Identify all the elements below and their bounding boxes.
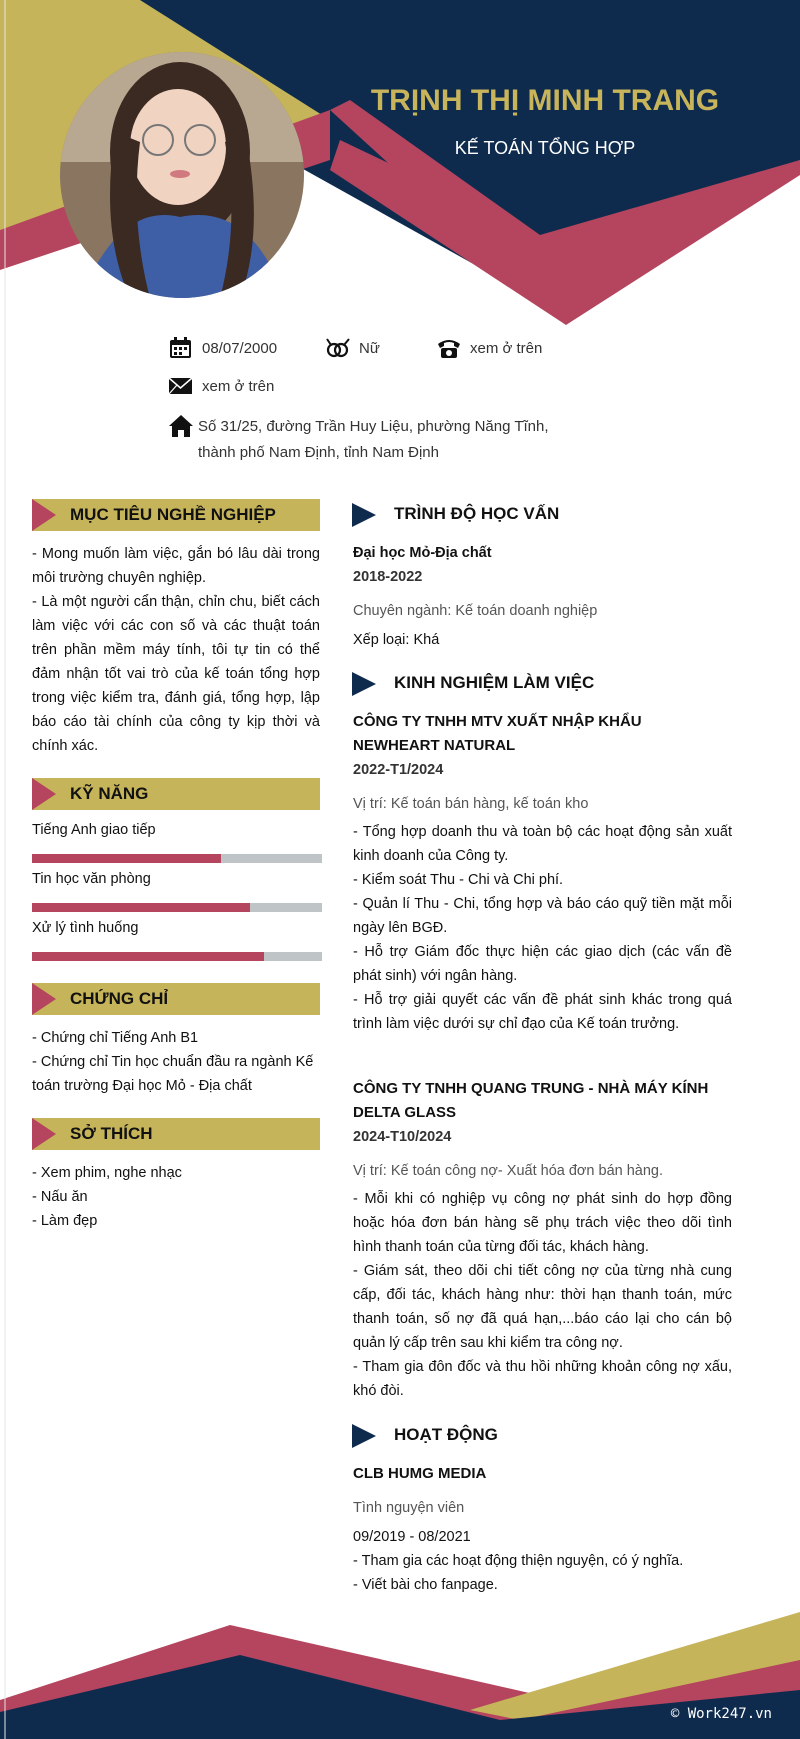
triangle-icon [352,1424,376,1448]
section-header-skills [32,778,320,810]
company-name: CÔNG TY TNHH MTV XUẤT NHẬP KHẨU NEWHEART NATURAL [353,713,642,754]
skill-bar [32,903,322,912]
job-duty: - Giám sát, theo dõi chi tiết công nợ của từng nhà cung cấp, đối tác, khách hàng như: thời hạn thanh toán, mức thanh toán, số nợ đã quá hạn,...báo cáo lại cho cán bộ quản lý cấp trên sau khi kiểm tra công nợ. [353,1263,732,1351]
phone-value: xem ở trên [470,339,543,357]
job-entry [353,1077,732,1403]
email-icon [168,374,194,398]
section-title: KỸ NĂNG [70,784,149,803]
home-icon [168,414,194,438]
job-duty: - Mỗi khi có nghiệp vụ công nợ phát sinh do hợp đồng hoặc hóa đơn bán hàng sẽ phụ trách việc theo dõi tình hình thanh toán của từng đối tác, khách hàng. [353,1191,732,1255]
education-major: Chuyên ngành: Kế toán doanh nghiệp [353,603,598,619]
gender-value: Nữ [359,339,380,357]
activity-line: - Viết bài cho fanpage. [353,1577,498,1593]
section-header-objective [32,499,320,531]
activities-block [353,1462,732,1597]
company-name: CÔNG TY TNHH QUANG TRUNG - NHÀ MÁY KÍNH DELTA GLASS [353,1080,709,1121]
education-block [353,541,732,652]
section-header-certificates [32,983,320,1015]
education-grade: Xếp loại: Khá [353,632,440,648]
skill-bar-fill [32,903,250,912]
objective-line: - Là một người cẩn thận, chỉn chu, biết cách làm việc với các con số và các thuật toán trên phần mềm máy tính, tôi tự tin có thể đảm nhận tốt vai trò của kế toán tổng hợp trong việc kiểm tra, đánh giá, tổng hợp, lập báo cáo tài chính của công ty kịp thời và chính xác. [32,594,320,754]
job-position: Vị trí: Kế toán công nợ- Xuất hóa đơn bán hàng. [353,1163,664,1179]
section-title: HOẠT ĐỘNG [394,1425,498,1444]
activity-period: 09/2019 - 08/2021 [353,1529,471,1545]
activity-line: - Tham gia các hoạt động thiện nguyện, có ý nghĩa. [353,1553,684,1569]
phone-icon [436,336,462,360]
school-name: Đại học Mỏ-Địa chất [353,545,492,561]
hobby-line: - Làm đẹp [32,1213,98,1229]
gender-icon [325,336,351,360]
certificate-line: - Chứng chỉ Tin học chuẩn đầu ra ngành Kế toán trường Đại học Mỏ - Địa chất [32,1054,314,1094]
skill-label: Tin học văn phòng [32,871,151,887]
hobbies-text [32,1161,320,1233]
job-period: 2022-T1/2024 [353,762,444,778]
triangle-icon [32,983,56,1015]
certificate-line: - Chứng chỉ Tiếng Anh B1 [32,1030,199,1046]
triangle-icon [32,1118,56,1150]
job-duty: - Kiểm soát Thu - Chi và Chi phí. [353,872,564,888]
certificates-text [32,1026,320,1098]
job-duty: - Quản lí Thu - Chi, tổng hợp và báo cáo quỹ tiền mặt mỗi ngày lên BGĐ. [353,896,732,936]
section-title: CHỨNG CHỈ [70,989,169,1008]
skill-bar [32,854,322,863]
section-title: SỞ THÍCH [70,1124,153,1143]
calendar-icon [168,336,194,360]
job-duty: - Tham gia đôn đốc và thu hồi những khoản công nợ xấu, khó đòi. [353,1359,732,1399]
gender-info [325,336,380,360]
job-duty: - Hỗ trợ giải quyết các vấn đề phát sinh khác trong quá trình làm việc dưới sự chỉ đạo của Kế toán trưởng. [353,992,732,1032]
hobby-line: - Xem phim, nghe nhạc [32,1165,182,1181]
skill-label: Xử lý tình huống [32,920,139,936]
skill-item [32,871,322,912]
section-title: KINH NGHIỆM LÀM VIỆC [394,673,595,692]
profile-photo [60,52,304,298]
address-info [168,414,588,466]
section-header-hobbies [32,1118,320,1150]
skill-bar-fill [32,854,221,863]
skill-item [32,822,322,863]
skill-label: Tiếng Anh giao tiếp [32,822,156,838]
footer-watermark: © Work247.vn [670,1706,772,1722]
hobby-line: - Nấu ăn [32,1189,88,1205]
section-title: TRÌNH ĐỘ HỌC VẤN [394,504,560,523]
skill-item [32,920,322,961]
job-entry [353,710,732,1036]
job-duty: - Hỗ trợ Giám đốc thực hiện các giao dịch (các vấn đề phát sinh) với ngân hàng. [353,944,732,984]
skill-bar [32,952,322,961]
phone-info [436,336,542,360]
address-value: Số 31/25, đường Trần Huy Liệu, phường Năng Tĩnh, thành phố Nam Định, tỉnh Nam Định [198,418,549,461]
skill-bar-fill [32,952,264,961]
birthday-info [168,336,277,360]
objective-text [32,542,320,758]
triangle-icon [352,503,376,527]
birthday-value: 08/07/2000 [202,339,278,357]
section-title: MỤC TIÊU NGHỀ NGHIỆP [70,505,276,524]
job-period: 2024-T10/2024 [353,1129,452,1145]
objective-line: - Mong muốn làm việc, gắn bó lâu dài trong môi trường chuyên nghiệp. [32,546,320,586]
education-years: 2018-2022 [353,569,423,585]
candidate-role: KẾ TOÁN TỔNG HỢP [454,138,636,158]
triangle-icon [32,778,56,810]
job-duty: - Tổng hợp doanh thu và toàn bộ các hoạt động sản xuất kinh doanh của Công ty. [353,824,732,864]
candidate-name: TRỊNH THỊ MINH TRANG [370,84,720,117]
activity-role: Tình nguyện viên [353,1500,465,1516]
triangle-icon [352,672,376,696]
email-info [168,374,274,398]
job-position: Vị trí: Kế toán bán hàng, kế toán kho [353,796,589,812]
triangle-icon [32,499,56,531]
club-name: CLB HUMG MEDIA [353,1465,487,1482]
email-value: xem ở trên [202,377,275,395]
